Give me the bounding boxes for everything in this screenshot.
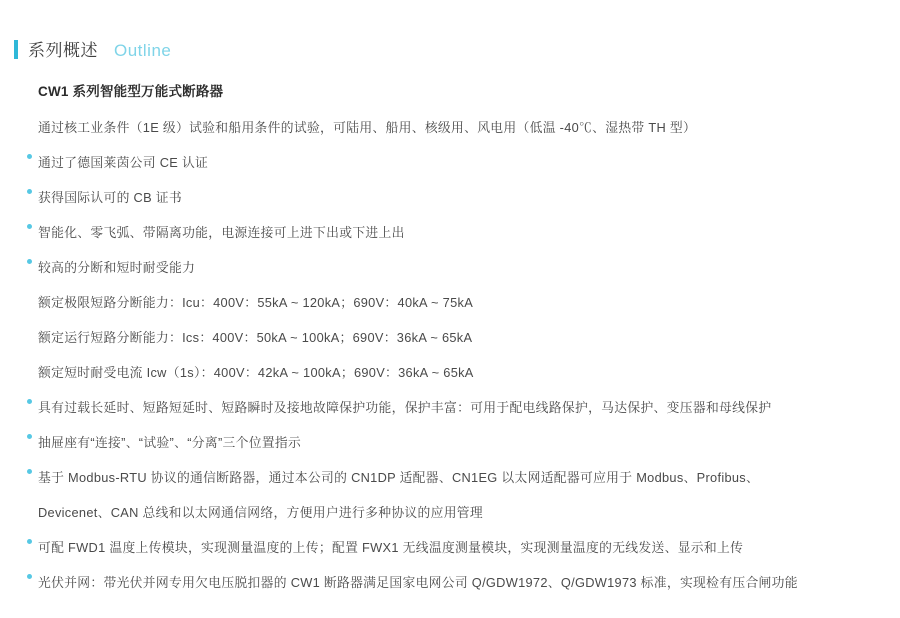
bullet-dot-icon: [27, 539, 32, 544]
list-item: [0, 530, 900, 565]
list-item-text: 通过核工业条件（1E 级）试验和船用条件的试验，可陆用、船用、核级用、风电用（低温 -40℃、湿热带 TH 型）: [38, 120, 697, 135]
list-item-text: 抽屉座有“连接”、“试验”、“分离”三个位置指示: [38, 435, 302, 450]
section-header: [0, 0, 900, 61]
list-item-text: 智能化、零飞弧、带隔离功能，电源连接可上进下出或下进上出: [38, 225, 405, 240]
list-item: [0, 250, 900, 285]
list-item: [0, 215, 900, 250]
feature-list: [0, 110, 900, 600]
bullet-dot-icon: [27, 259, 32, 264]
list-item-text: 可配 FWD1 温度上传模块，实现测量温度的上传；配置 FWX1 无线温度测量模块，实现测量温度的无线发送、显示和上传: [38, 540, 744, 555]
bullet-dot-icon: [27, 469, 32, 474]
list-item: [0, 180, 900, 215]
bullet-dot-icon: [27, 574, 32, 579]
accent-bar: [14, 40, 18, 59]
list-item-subtext: 额定运行短路分断能力：Ics：400V：50kA ~ 100kA；690V：36kA ~ 65kA: [38, 330, 473, 345]
list-item-text: 较高的分断和短时耐受能力: [38, 260, 196, 275]
bullet-dot-icon: [27, 189, 32, 194]
bullet-dot-icon: [27, 154, 32, 159]
list-item-text: 基于 Modbus-RTU 协议的通信断路器，通过本公司的 CN1DP 适配器、CN1EG 以太网适配器可应用于 Modbus、Profibus、: [38, 470, 760, 485]
list-item: [0, 425, 900, 460]
bullet-dot-icon: [27, 399, 32, 404]
section-title-en: Outline: [114, 41, 172, 60]
list-item-wraptext: Devicenet、CAN 总线和以太网通信网络，方便用户进行多种协议的应用管理: [38, 505, 483, 520]
list-item-text: 通过了德国莱茵公司 CE 认证: [38, 155, 209, 170]
list-item-subtext: 额定短时耐受电流 Icw（1s）：400V：42kA ~ 100kA；690V：36kA ~ 65kA: [38, 365, 474, 380]
list-item: [0, 390, 900, 425]
list-item: [0, 565, 900, 600]
bullet-dot-icon: [27, 224, 32, 229]
section-title-cn: 系列概述: [28, 41, 98, 60]
list-item-text: 获得国际认可的 CB 证书: [38, 190, 182, 205]
list-item-text: 具有过载长延时、短路短延时、短路瞬时及接地故障保护功能，保护丰富：可用于配电线路保护，马达保护、变压器和母线保护: [38, 400, 772, 415]
list-item-text: 光伏并网：带光伏并网专用欠电压脱扣器的 CW1 断路器满足国家电网公司 Q/GDW1972、Q/GDW1973 标准，实现检有压合闸功能: [38, 575, 798, 590]
list-item: [0, 110, 900, 145]
list-item: [0, 460, 900, 495]
list-item: [0, 145, 900, 180]
bullet-dot-icon: [27, 434, 32, 439]
list-item-subtext: 额定极限短路分断能力：Icu：400V：55kA ~ 120kA；690V：40kA ~ 75kA: [38, 295, 474, 310]
product-subtitle: CW1 系列智能型万能式断路器: [38, 84, 224, 99]
